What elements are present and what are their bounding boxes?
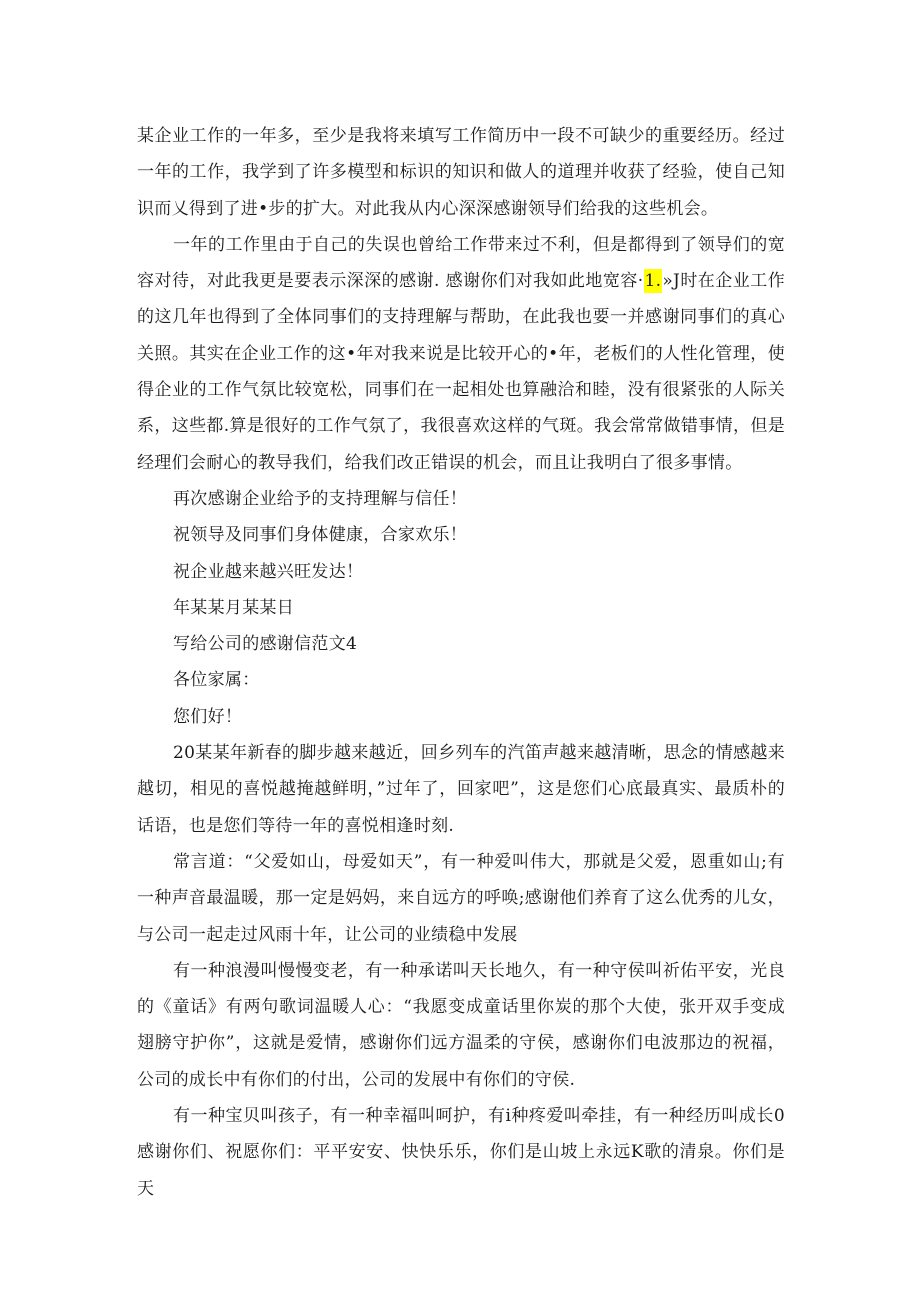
highlighted-text: 1. [644, 271, 662, 292]
salutation: 各位家属： [173, 670, 260, 691]
thanks-line-2: 祝领导及同事们身体健康，合家欢乐！ [173, 525, 468, 546]
paragraph-gratitude [137, 227, 785, 481]
thanks-line-3: 祝企业越来越兴旺发达！ [173, 561, 364, 582]
section-title: 写给公司的感谢信范文4 [173, 634, 358, 655]
letter-body [137, 118, 785, 1207]
thanks-line-1: 再次感谢企业给予的支持理解与信任！ [173, 488, 468, 509]
paragraph-gratitude-end: »J时在企业工作的这几年也得到了全体同事们的支持理解与帮助，在此我也要一并感谢同事们的真心关照。其实在企业工作的这•年对我来说是比较开心的•年，老板们的人性化管理，使得企业的工作气氛比较宽松，同事们在一起相处也算融洽和睦，没有很紧张的人际关系，这些都.算是很好的工作气氛了，我很喜欢这样的气斑。我会常常做错事情，但是经理们会耐心的教导我们，给我们改正错误的机会，而且让我明白了很多事情。 [137, 271, 785, 473]
paragraph-new-year: 20某某年新春的脚步越来越近，回乡列车的汽笛声越来越清晰，思念的情感越来越切，相见的喜悦越掩越鲜明，”过年了，回家吧”，这是您们心底最真实、最质朴的话语，也是您们等待一年的喜悦相逢时刻. [137, 743, 785, 836]
paragraph-work-experience: 某企业工作的一年多，至少是我将来填写工作简历中一段不可缺少的重要经历。经过一年的工作，我学到了许多模型和标识的知识和做人的道理并收获了经验，使自己知识而乂得到了进•步的扩大。对此我从内心深深感谢领导们给我的这些机会。 [137, 126, 785, 219]
paragraph-children: 有一种宝贝叫孩子，有一种幸福叫呵护，有i种疼爱叫牵挂，有一种经历叫成长0感谢你们、祝愿你们：平平安安、快快乐乐，你们是山坡上永远K歌的清泉。你们是天 [137, 1106, 785, 1199]
letter-date: 年某某月某某日 [173, 597, 295, 618]
paragraph-gratitude-start: 一年的工作里由于自己的失误也曾给工作带来过不利，但是都得到了领导们的宽容对待，对此我更是要表示深深的感谢. 感谢你们对我如此地宽容· [137, 234, 785, 292]
paragraph-love: 有一种浪漫叫慢慢变老，有一种承诺叫天长地久，有一种守侯叫祈佑平安，光良的《童话》有两句歌词温暖人心：“我愿变成童话里你炭的那个大使，张开双手变成翅膀守护你”，这就是爱情，感谢你们远方温柔的守侯，感谢你们电波那边的祝福，公司的成长中有你们的付出，公司的发展中有你们的守侯. [137, 960, 785, 1090]
greeting: 您们好！ [173, 706, 243, 727]
paragraph-parents: 常言道：“父爱如山，母爱如天”，有一种爱叫伟大，那就是父爱，恩重如山;有一种声音最温暖，那一定是妈妈，来自远方的呼唤;感谢他们养育了这么优秀的儿女，与公司一起走过风雨十年，让公司的业绩稳中发展 [137, 851, 785, 945]
